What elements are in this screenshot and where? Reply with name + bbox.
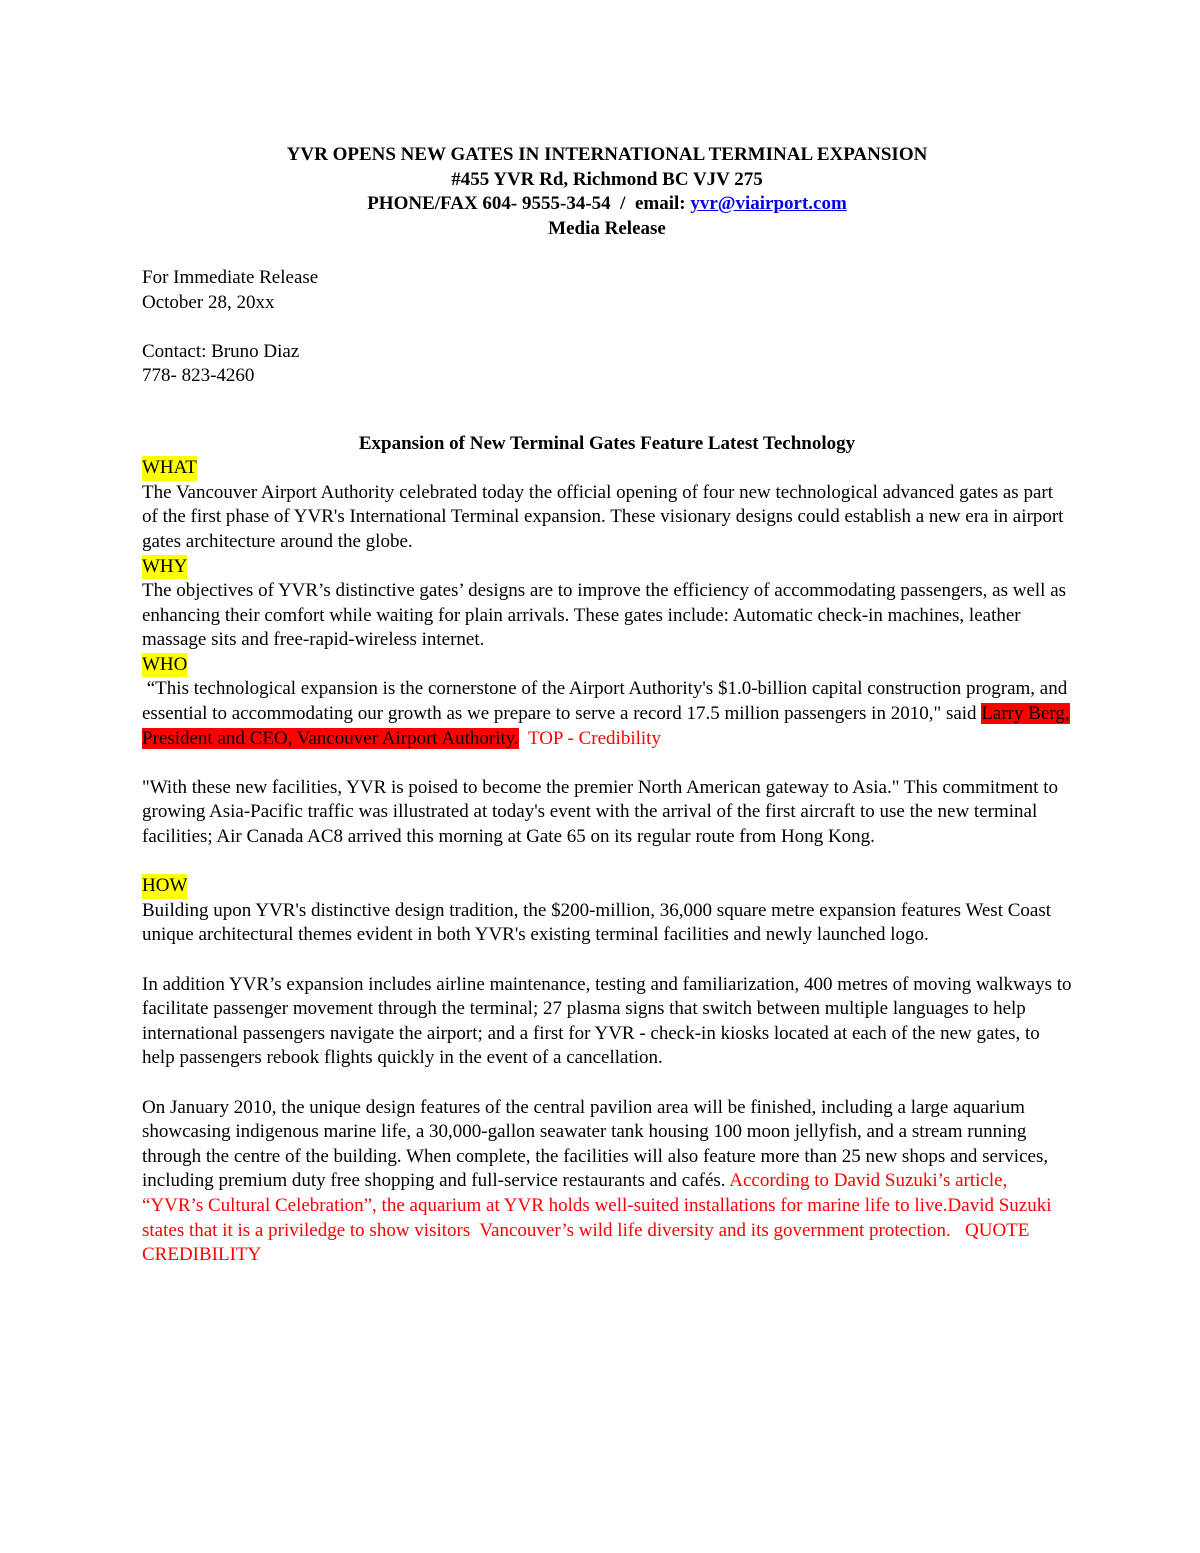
why-section xyxy=(142,555,1072,653)
how-paragraph-3 xyxy=(142,1096,1072,1268)
speaker-highlight: Larry Berg, President and CEO, Vancouver Airport Authority. xyxy=(142,703,1070,749)
what-text: The Vancouver Airport Authority celebrated today the official opening of four new technological advanced gates as part of the first phase of YVR's International Terminal expansion. These visionary designs could establish a new era in airport gates architecture around the globe. xyxy=(142,481,1064,552)
who-paragraph-2: "With these new facilities, YVR is poised to become the premier North American gateway to Asia." This commitment to growing Asia-Pacific traffic was illustrated at today's event with the arrival of the first aircraft to use the new terminal facilities; Air Canada AC8 arrived this morning at Gate 65 on its regular route from Hong Kong. xyxy=(142,776,1058,848)
document-page xyxy=(142,143,1072,1268)
credibility-note: TOP - Credibility xyxy=(518,727,661,749)
contact-phone: 778- 823-4260 xyxy=(142,365,255,387)
headline: YVR OPENS NEW GATES IN INTERNATIONAL TERMINAL EXPANSION xyxy=(286,144,928,165)
phone-fax: PHONE/FAX 604- 9555-34-54 / email: xyxy=(367,193,691,215)
how-section xyxy=(142,874,1072,1268)
document-header xyxy=(142,143,1072,241)
who-section xyxy=(142,653,1072,850)
what-section xyxy=(142,456,1072,554)
how-paragraph-2: In addition YVR’s expansion includes airline maintenance, testing and familiarization, 400 metres of moving walkways to facilitate passenger movement through the terminal; 27 plasma signs that switch between multiple languages to help international passengers navigate the airport; and a first for YVR - check-in kiosks located at each of the new gates, to help passengers rebook flights quickly in the event of a cancellation. xyxy=(142,973,1072,1069)
quote-credibility-text: According to David Suzuki’s article, “YVR’s Cultural Celebration”, the aquarium at YVR holds well-suited installations for marine life to live.David Suzuki states that it is a priviledge to show visitors Vancouver’s wild life diversity and its government protection. QUOTE CREDIBILITY xyxy=(142,1170,1057,1266)
release-subtitle: Expansion of New Terminal Gates Feature Latest Technology xyxy=(358,432,856,454)
who-label: WHO xyxy=(142,653,187,678)
why-text: The objectives of YVR’s distinctive gates’ designs are to improve the efficiency of accommodating passengers, as well as enhancing their comfort while waiting for plain arrivals. These gates include: Automatic check-in machines, leather massage sits and free-rapid-wireless internet. xyxy=(142,580,1067,651)
how-paragraph-1: Building upon YVR's distinctive design tradition, the $200-million, 36,000 square metre expansion features West Coast unique architectural themes evident in both YVR's existing terminal facilities and newly launched logo. xyxy=(142,899,1052,946)
document-type: Media Release xyxy=(548,217,666,239)
email-link[interactable]: yvr@viairport.com xyxy=(690,193,847,215)
contact-name: Contact: Bruno Diaz xyxy=(142,340,300,362)
why-label: WHY xyxy=(142,555,187,580)
address: #455 YVR Rd, Richmond BC VJV 275 xyxy=(451,168,763,190)
how-label: HOW xyxy=(142,874,187,899)
what-label: WHAT xyxy=(142,456,197,481)
who-quote-text: “This technological expansion is the cornerstone of the Airport Authority's $1.0-billion capital construction program, and essential to accommodating our growth as we prepare to serve a record 17.5 million passengers in 2010," said xyxy=(142,678,1072,725)
how-paragraph-3-text: On January 2010, the unique design features of the central pavilion area will be finished, including a large aquarium showcasing indigenous marine life, a 30,000-gallon seawater tank housing 100 moon jellyfish, and a stream running through the centre of the building. When complete, the facilities will also feature more than 25 new shops and services, including premium duty free shopping and full-service restaurants and cafés. xyxy=(142,1096,1049,1192)
release-line: For Immediate Release xyxy=(142,266,319,288)
release-date: October 28, 20xx xyxy=(142,291,275,313)
contact-line xyxy=(142,192,1072,217)
who-quote xyxy=(142,677,1072,751)
